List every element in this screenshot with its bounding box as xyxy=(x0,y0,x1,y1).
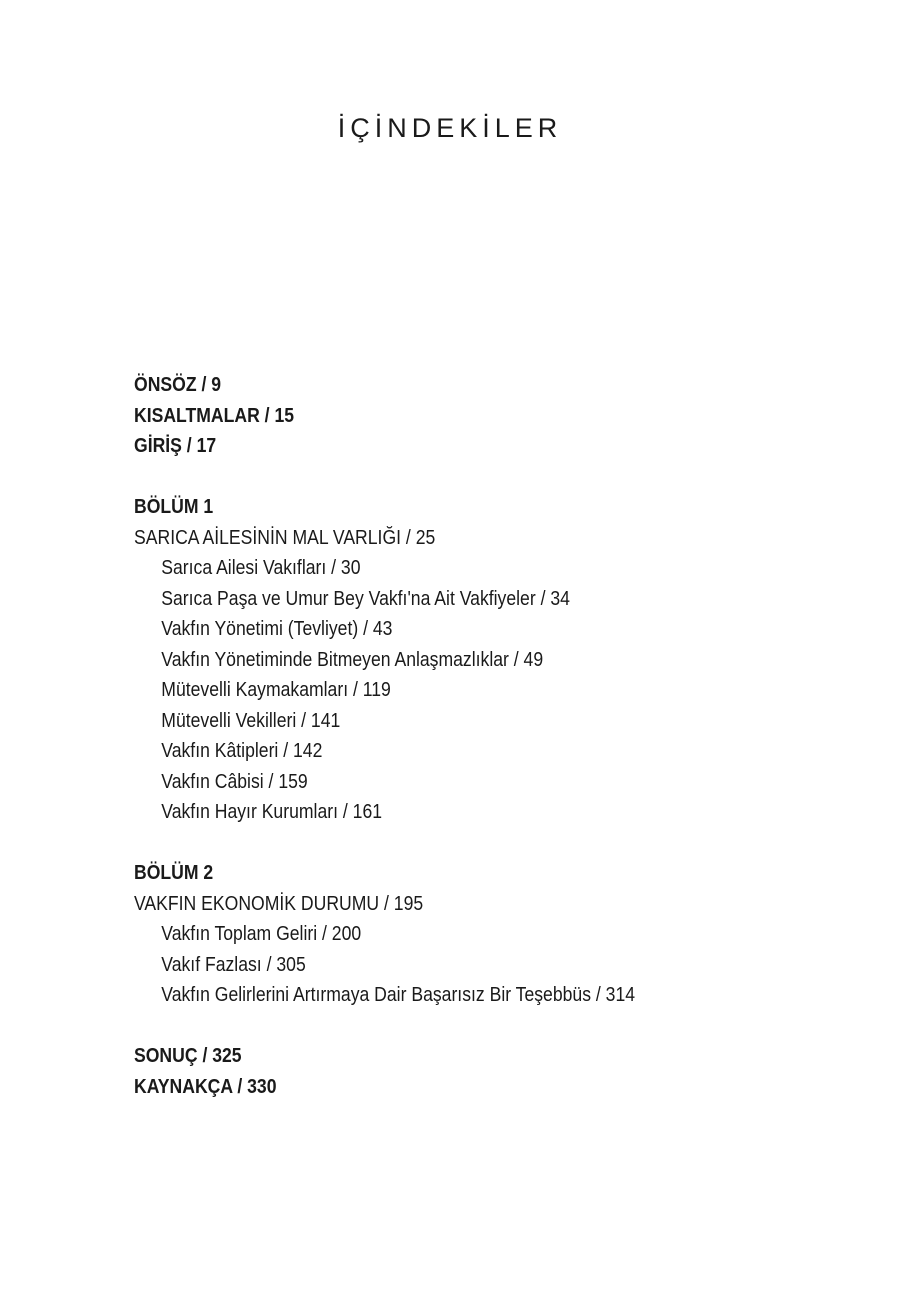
toc-section-entry[interactable]: Vakfın Hayır Kurumları / 161 xyxy=(161,801,383,823)
toc-entry-bibliography[interactable]: KAYNAKÇA / 330 xyxy=(134,1075,277,1098)
toc-entry-introduction[interactable]: GİRİŞ / 17 xyxy=(134,435,217,457)
toc-entry-abbreviations[interactable]: KISALTMALAR / 15 xyxy=(134,404,295,427)
toc-section-entry[interactable]: Mütevelli Vekilleri / 141 xyxy=(161,709,341,732)
toc-entry-conclusion[interactable]: SONUÇ / 325 xyxy=(134,1045,242,1067)
chapter-label: BÖLÜM 1 xyxy=(134,496,214,518)
toc-entry-preface[interactable]: ÖNSÖZ / 9 xyxy=(134,374,222,396)
toc-section-entry[interactable]: Sarıca Ailesi Vakıfları / 30 xyxy=(161,557,361,579)
toc-section-entry[interactable]: Vakfın Yönetimi (Tevliyet) / 43 xyxy=(161,618,393,640)
toc-section-entry[interactable]: Vakfın Gelirlerini Artırmaya Dair Başarısız Bir Teşebbüs / 314 xyxy=(161,984,636,1006)
chapter-label: BÖLÜM 2 xyxy=(134,862,214,884)
spacer xyxy=(134,462,834,493)
toc-section-entry[interactable]: Vakfın Toplam Geliri / 200 xyxy=(161,923,362,945)
toc-section-entry[interactable]: Mütevelli Kaymakamları / 119 xyxy=(161,679,391,701)
chapter-heading[interactable]: SARICA AİLESİNİN MAL VARLIĞI / 25 xyxy=(134,526,436,549)
table-of-contents xyxy=(134,370,834,1102)
chapter-heading[interactable]: VAKFIN EKONOMİK DURUMU / 195 xyxy=(134,892,424,915)
spacer xyxy=(134,1011,834,1042)
spacer xyxy=(134,828,834,859)
toc-section-entry[interactable]: Vakfın Câbisi / 159 xyxy=(161,770,308,793)
toc-section-entry[interactable]: Vakıf Fazlası / 305 xyxy=(161,953,306,976)
toc-section-entry[interactable]: Vakfın Kâtipleri / 142 xyxy=(161,740,323,762)
toc-section-entry[interactable]: Vakfın Yönetiminde Bitmeyen Anlaşmazlıklar / 49 xyxy=(161,648,544,671)
page-title: İÇİNDEKİLER xyxy=(337,113,563,143)
toc-section-entry[interactable]: Sarıca Paşa ve Umur Bey Vakfı'na Ait Vakfiyeler / 34 xyxy=(161,587,570,610)
